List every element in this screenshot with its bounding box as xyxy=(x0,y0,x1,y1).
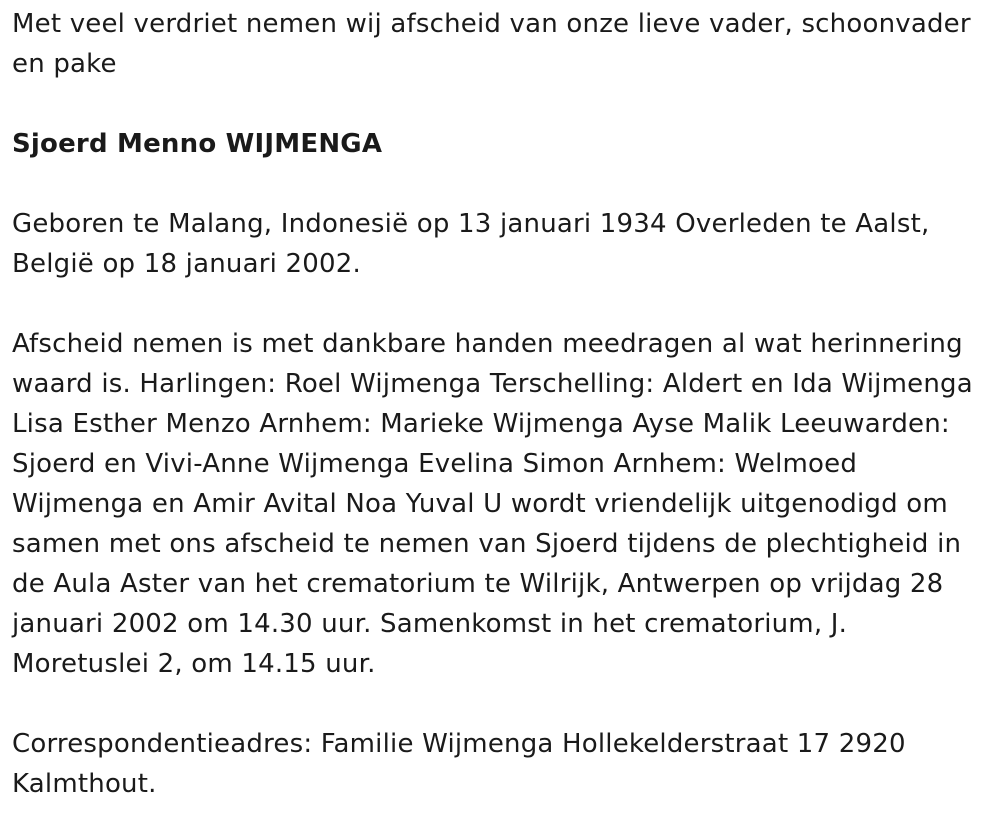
body-text: Afscheid nemen is met dankbare handen meedragen al wat herinnering waard is. Harlingen: Roel Wijmenga Terschelling: Aldert en Ida Wijmenga Lisa Esther Menzo Arnhem: Marieke Wijmenga Ayse Malik Leeuwarden: Sjoerd en Vivi-Anne Wijmenga Evelina Simon Arnhem: Welmoed Wijmenga en Amir Avital Noa Yuval U wordt vriendelijk uitgenodigd om samen met ons afscheid te nemen van Sjoerd tijdens de plechtigheid in de Aula Aster van het crematorium te Wilrijk, Antwerpen op vrijdag 28 januari 2002 om 14.30 uur. Samenkomst in het crematorium, J. Moretuslei 2, om 14.15 uur. xyxy=(12,329,973,679)
intro-text: Met veel verdriet nemen wij afscheid van onze lieve vader, schoonvader en pake xyxy=(12,9,971,79)
birth-death-text: Geboren te Malang, Indonesië op 13 januari 1934 Overleden te Aalst, België op 18 januari 2002. xyxy=(12,209,930,279)
correspondence-address: Correspondentieadres: Familie Wijmenga Hollekelderstraat 17 2920 Kalmthout. xyxy=(12,729,906,799)
deceased-name: Sjoerd Menno WIJMENGA xyxy=(12,129,383,159)
